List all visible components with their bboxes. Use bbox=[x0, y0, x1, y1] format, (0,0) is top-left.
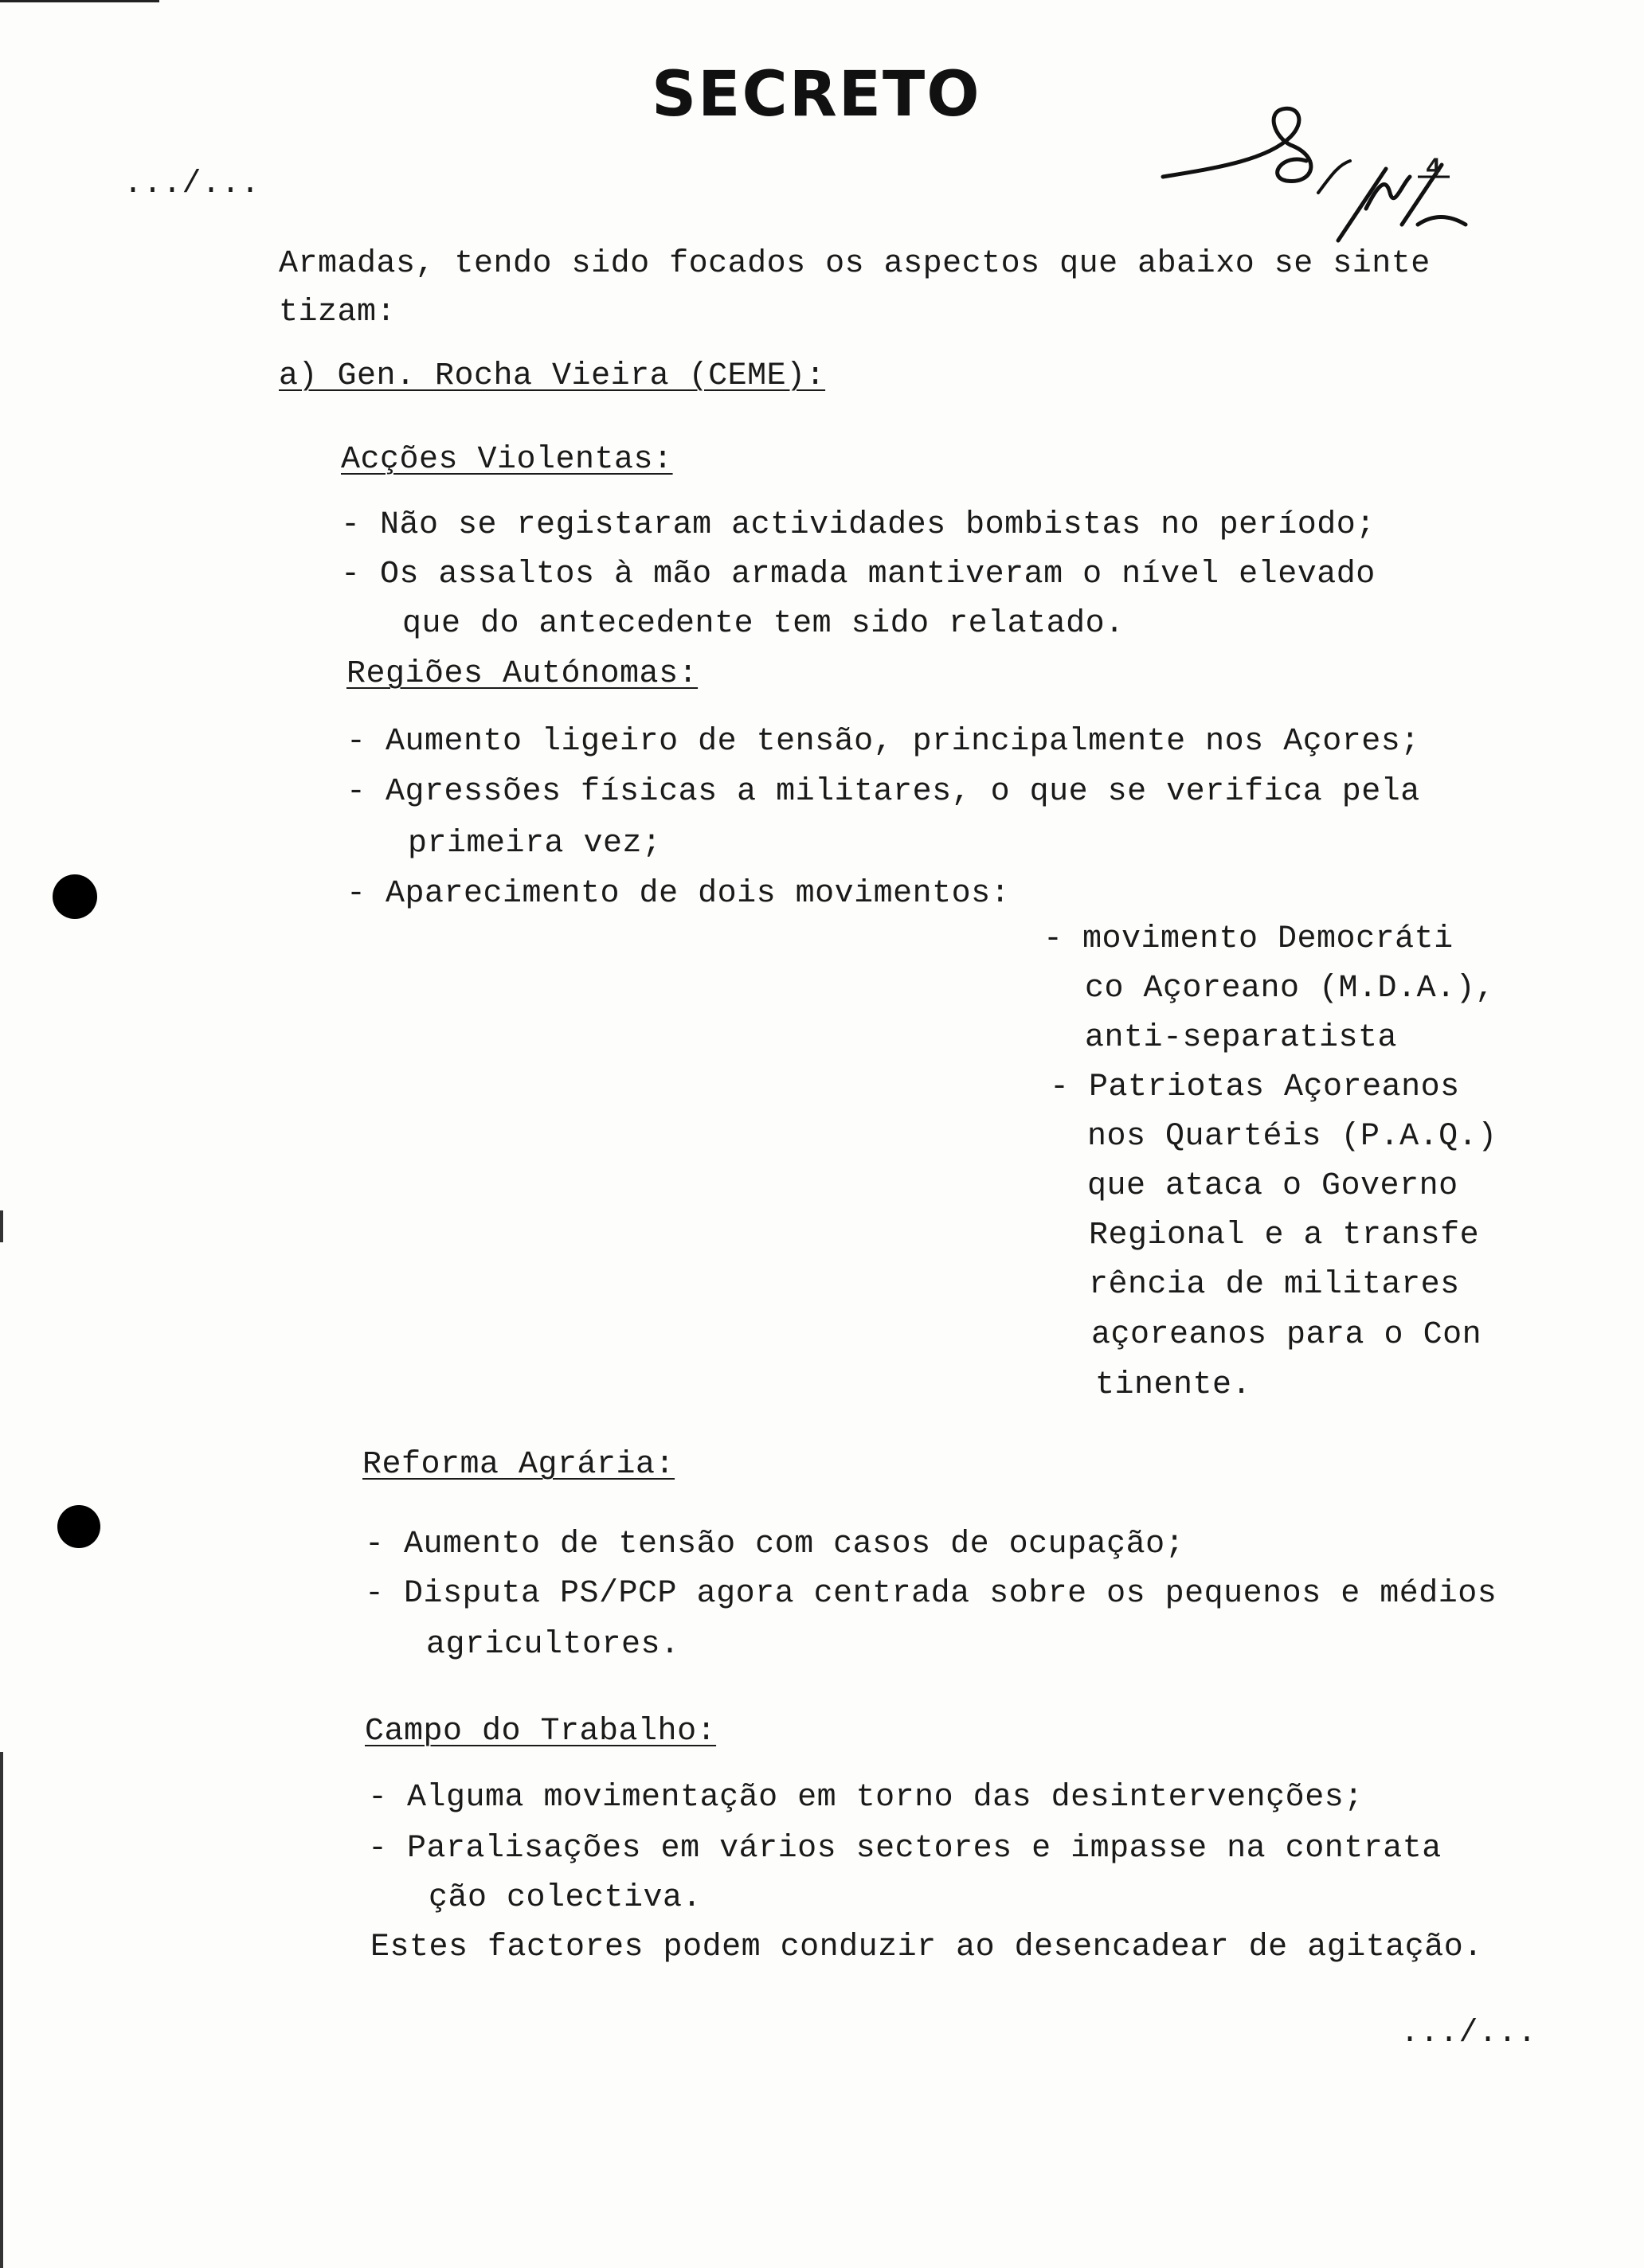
sub-bullet-continuation: que ataca o Governo bbox=[1087, 1168, 1458, 1204]
heading-reforma-agraria: Reforma Agrária: bbox=[362, 1447, 675, 1483]
sub-bullet-continuation: nos Quartéis (P.A.Q.) bbox=[1087, 1119, 1497, 1155]
bullet-item: - Os assaltos à mão armada mantiveram o nível elevado bbox=[341, 557, 1376, 592]
punch-hole bbox=[57, 1505, 100, 1548]
sub-bullet-continuation: Regional e a transfe bbox=[1089, 1218, 1480, 1253]
closing-statement: Estes factores podem conduzir ao desencadear de agitação. bbox=[370, 1930, 1483, 1965]
bullet-continuation: ção colectiva. bbox=[429, 1880, 703, 1916]
page-number: 4 bbox=[1426, 154, 1442, 183]
heading-accoes-violentas: Acções Violentas: bbox=[341, 442, 673, 478]
bullet-item: - Disputa PS/PCP agora centrada sobre os pequenos e médios bbox=[365, 1576, 1497, 1612]
bullet-item: - Alguma movimentação em torno das desintervenções; bbox=[368, 1780, 1364, 1816]
intro-line: tizam: bbox=[279, 295, 397, 330]
sub-bullet-item: - Patriotas Açoreanos bbox=[1050, 1069, 1460, 1105]
bullet-item: - Aumento de tensão com casos de ocupação; bbox=[365, 1527, 1185, 1562]
continued-marker-top: .../... bbox=[123, 166, 260, 202]
bullet-continuation: primeira vez; bbox=[408, 826, 662, 862]
sub-bullet-continuation: rência de militares bbox=[1089, 1267, 1460, 1303]
punch-hole bbox=[53, 874, 97, 919]
heading-campo-do-trabalho: Campo do Trabalho: bbox=[365, 1714, 717, 1750]
top-margin-rule bbox=[0, 0, 159, 2]
sub-bullet-item: - movimento Democráti bbox=[1043, 921, 1454, 957]
scan-edge-mark bbox=[0, 1752, 3, 2268]
bullet-item: - Aparecimento de dois movimentos: bbox=[346, 876, 1011, 912]
classification-stamp: SECRETO bbox=[652, 59, 981, 131]
bullet-continuation: que do antecedente tem sido relatado. bbox=[402, 606, 1125, 642]
sub-bullet-continuation: açoreanos para o Con bbox=[1091, 1317, 1482, 1353]
section-item-a: a) Gen. Rocha Vieira (CEME): bbox=[279, 358, 826, 394]
scan-edge-mark bbox=[0, 1210, 3, 1242]
sub-bullet-continuation: tinente. bbox=[1095, 1367, 1252, 1403]
sub-bullet-continuation: anti-separatista bbox=[1085, 1020, 1398, 1056]
bullet-item: - Aumento ligeiro de tensão, principalmente nos Açores; bbox=[346, 724, 1420, 760]
continued-marker-bottom: .../... bbox=[1400, 2016, 1537, 2051]
bullet-item: - Agressões físicas a militares, o que se verifica pela bbox=[346, 774, 1420, 810]
bullet-item: - Paralisações em vários sectores e impasse na contrata bbox=[368, 1831, 1442, 1867]
intro-line: Armadas, tendo sido focados os aspectos que abaixo se sinte bbox=[279, 246, 1431, 282]
bullet-item: - Não se registaram actividades bombistas no período; bbox=[341, 507, 1376, 543]
sub-bullet-continuation: co Açoreano (M.D.A.), bbox=[1085, 971, 1495, 1007]
heading-regioes-autonomas: Regiões Autónomas: bbox=[346, 656, 699, 692]
bullet-continuation: agricultores. bbox=[426, 1627, 680, 1663]
